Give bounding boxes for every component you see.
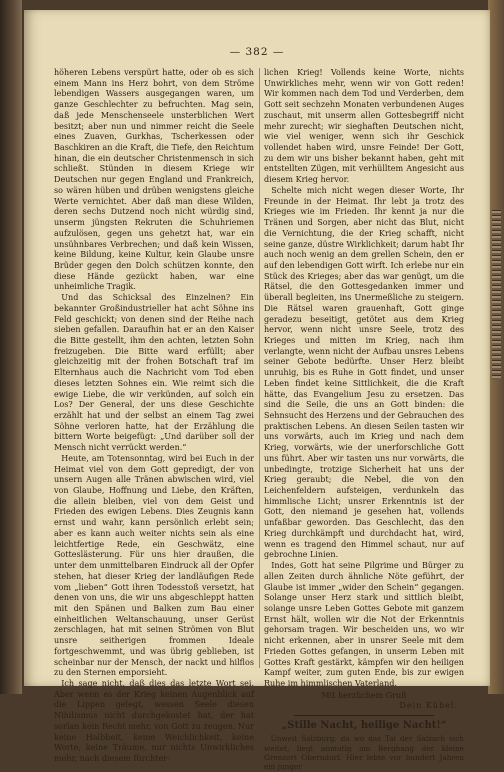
paragraph: Ich sage nicht, daß dies das letzte Wort sei. Aber wenn es der Krieg keinen Augenblick auf die Lippen gelegt, wessen Seele diesen Nihilismus nicht durchgekostet hat, der hat sorlan kein Recht mehr, von Gott zu zeugen. Nur keine Halbheit, keine Weichlichkeit, keine Worte, keine Träume, nur nichts Unwirkliches mehr, nach diesem fürchter- [54, 678, 254, 763]
paragraph: lichen Krieg! Vollends keine Worte, nichts Unwirkliches mehr, wenn wir von Gott reden! Wir kommen nach dem Tod und Verderben, dem Gott seit sechzehn Monaten verbundenen Auges zuschaut, mit unserm allen Gottesbegriff nicht mehr zurecht; wir sieghaften Deutschen nicht, wie viel weniger, wenn sich ihr Geschick vollendet haben wird, unsre Feinde! Der Gott, zu dem wir uns bisher bekannt haben, geht mit entstellten Zügen, mit verhülltem Angesicht aus diesem Krieg hervor. [264, 68, 464, 185]
paragraph: höheren Lebens verspürt hatte, oder ob es sich einem Mann ins Herz bohrt, von dem Ströme lebendigen Wassers ausgegangen waren, um ganze Geschlechter zu befruchten. Mag sein, daß jede Menschenseele unsterblichen Wert besitzt; aber nun und nimmer reicht die Seele eines Zuaven, Gurkhas, Tscherkessen oder Baschkiren an die Kraft, die Tiefe, den Reichtum hinan, die ein deutscher Christenmensch in sich schließt. Stünden in diesem Kriege wir Deutschen nur gegen England und Frankreich, so wären hüben und drüben wenigstens gleiche Werte vernichtet. Aber daß man diese Wilden, deren sechs Dutzend noch nicht würdig sind, unserm jüngsten Rekruten die Schuhriemen aufzulösen, gegen uns gehetzt hat, war ein unsühnbares Verbrechen; und daß kein Wissen, keine Bildung, keine Kultur, kein Glaube unsre Brüder gegen den Dolch schützen konnte, den diese Hände gezückt haben, war eine unheimliche Tragik. [54, 68, 254, 292]
book-page [24, 10, 490, 772]
letter-signature: Dein Kübel. [399, 701, 458, 711]
bookmark-strip [492, 210, 501, 380]
article-title: „Stille Nacht, heilige Nacht!“ [281, 720, 447, 732]
page-number: — 382 — [229, 46, 285, 58]
letter-greeting: Mit herzlichem Gruß [321, 690, 407, 700]
right-column [264, 68, 464, 772]
article-intro: Unweit Salzburg, da wo das Tal der Salzach sich weitet, liegt anmutig am Berghang der kleine Grenzort Oberndorf. Hier lebte vor hundert Jahren ein junger [264, 734, 464, 772]
column-divider [259, 68, 260, 668]
paragraph: Indes, Gott hat seine Pilgrime und Bürger zu allen Zeiten durch ähnliche Nöte geführt, der Glaube ist immer „wider den Schein“ gegangen. Solange unser Herz stark und sittlich bleibt, solange unsre Leben Gottes Gebote mit ganzem Ernst hält, wollen wir die Not der Erkenntnis gehorsam tragen. Wir bescheiden uns, wo wir nicht erkennen, aber in unsrer Seele mit dem Frieden Gottes gefangen, in unserm Leben mit Gottes Kraft gestärkt, kämpfen wir den heiligen Kampf weiter, zum guten Ende, bis zur ewigen Ruhe im himmlischen Vaterland. [264, 561, 464, 688]
left-column [54, 68, 254, 765]
paragraph: Heute, am Totensonntag, wird bei Euch in der Heimat viel von dem Gott gepredigt, der von unsern Augen alle Tränen abwischen wird, viel von Glaube, Hoffnung und Liebe, den Kräften, die allein bleiben, viel von dem Geist und Frieden des ewigen Lebens. Dies Zeugnis kann ernst und wahr, kann persönlich erlebt sein; aber es kann auch weiter nichts sein als eine leichtfertige Rede, ein Geschwätz, eine Gotteslästerung. Für uns hier draußen, die unter dem unmittelbaren Eindruck all der Opfer stehen, hat dieser Krieg der landläufigen Rede vom „lieben“ Gott ihren Todesstoß versetzt, hat denen von uns, die wir uns abgeschleppt hatten mit den Spänen und Balken zum Bau einer einheitlichen Weltanschauung, unser Gerüst zerschlagen, hat mit seinen Strömen von Blut unsre seitherigen frommen Ideale fortgeschwemmt, und was übrig geblieben, ist scheinbar nur der Mensch, der nackt und hilflos zu den Sternen emporsieht. [54, 453, 254, 678]
book-binding-edge [0, 0, 22, 694]
paragraph: Schelte mich nicht wegen dieser Worte, Ihr Freunde in der Heimat. Ihr lebt ja trotz des Krieges wie im Frieden. Ihr kennt ja nur die Tränen und Sorgen, aber nicht das Blut, nicht die Vernichtung, die der Krieg schafft, nicht seine ganze, düstre Wirklichkeit; darum habt Ihr auch noch wenig an dem grellen Schein, den er auf den lebendigen Gott wirft. Ich erlebe nur ein Stück des Krieges; aber das war genügt, um die Rätsel, die den Gottesgedanken immer und überall begleiten, ins Unermeßliche zu steigern. Die Rätsel waren grauenhaft, Gott ginge geradezu beseitigt, getötet aus dem Krieg hervor, wenn nicht unsre Seele, trotz des Krieges und mitten im Krieg, nach ihm verlangte, wenn nicht der Aufbau unsres Lebens seiner Gebote bedürfte. Unser Herz bleibt unruhig, bis es Ruhe in Gott findet, und unser Leben findet keine Sittlichkeit, die die Kraft hätte, das Evangelium Jesu zu ersetzen. Das sind die Seile, die uns an Gott binden: die Sehnsucht des Herzens und der Gebrauchen des praktischen Lebens. An diesen Seilen tasten wir uns vorwärts, auch im Krieg und nach dem Krieg, vorwärts, wie der unerforschliche Gott uns führt. Aber wir tasten uns nur vorwärts, die unbedingte, trotzige Sicherheit hat uns der Krieg geraubt; die Nebel, die von den Leichenfeldern aufsteigen, verdunkeln das himmlische Licht; unsrer Erkenntnis ist der Gott, den niemand je gesehen hat, vollends unfaßbar geworden. Das Geschlecht, das den Krieg durchkämpft und durchdacht hat, wird, wenn es tragend den Himmel schaut, nur auf gebrochne Linien. [264, 185, 464, 560]
paragraph: Und das Schicksal des Einzelnen? Ein bekannter Großindustrieller hat acht Söhne ins Feld geschickt; von denen sind der Reihe nach sieben gefallen. Daraufhin hat er an den Kaiser die Bitte gestellt, ihm den achten, letzten Sohn freizugeben. Die Bitte ward erfüllt; aber gleichzeitig mit der frohen Botschaft traf im Elternhaus auch die Nachricht vom Tod eben dieses letzten Sohnes ein. Wie reimt sich die ewige Liebe, die wir verkünden, auf solch ein Los? Der General, der uns diese Geschichte erzählt hat und der selbst an einem Tag zwei Söhne verloren hatte, hat der Erzählung die bittern Worte beigefügt: „Und darüber soll der Mensch nicht verrückt werden.“ [54, 293, 254, 453]
section-rule [294, 715, 434, 716]
